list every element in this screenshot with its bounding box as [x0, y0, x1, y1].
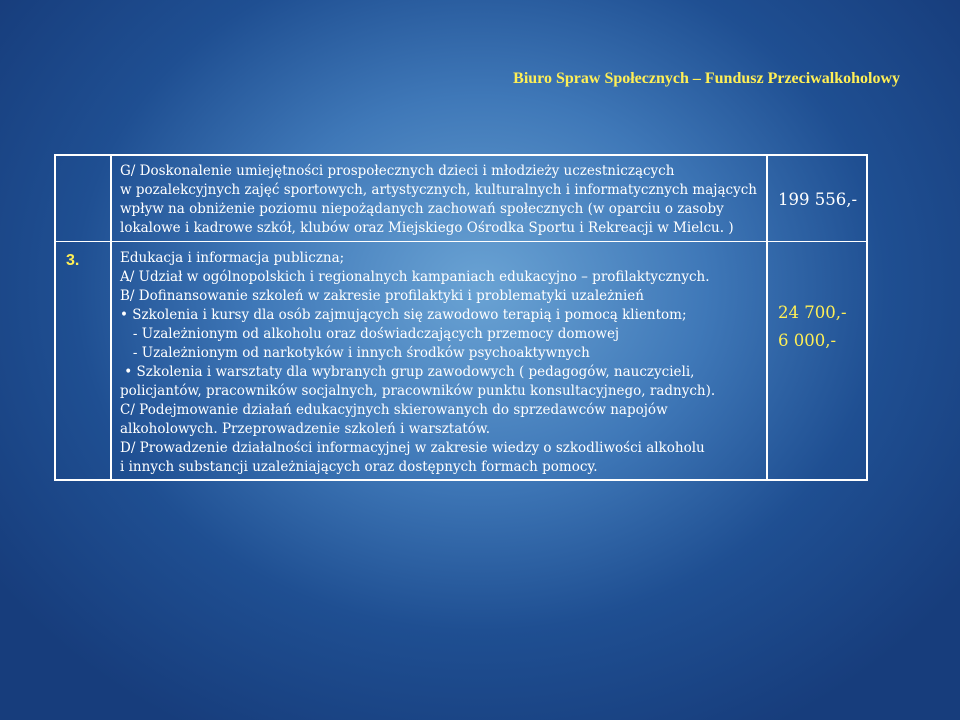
page-header-title: Biuro Spraw Społecznych – Fundusz Przeciwalkoholowy: [513, 70, 900, 87]
description-line: D/ Prowadzenie działalności informacyjnej w zakresie wiedzy o szkodliwości alkoholu: [120, 440, 705, 456]
description-line: policjantów, pracowników socjalnych, pracowników punktu konsultacyjnego, radnych).: [120, 383, 716, 399]
row-divider: [56, 241, 866, 242]
description-line: - Uzależnionym od narkotyków i innych środków psychoaktywnych: [120, 345, 590, 361]
description-line: - Uzależnionym od alkoholu oraz doświadczających przemocy domowej: [120, 326, 620, 342]
description-line: alkoholowych. Przeprowadzenie szkoleń i warsztatów.: [120, 421, 491, 437]
description-line: Edukacja i informacja publiczna;: [120, 250, 345, 266]
description-line: C/ Podejmowanie działań edukacyjnych skierowanych do sprzedawców napojów: [120, 402, 668, 418]
description-line: i innych substancji uzależniających oraz dostępnych formach pomocy.: [120, 459, 598, 475]
table-row-amount: 199 556,-: [778, 190, 858, 209]
table-row-amount: 24 700,-: [778, 303, 847, 322]
description-line: lokalowe i kadrowe szkół, klubów oraz Miejskiego Ośrodka Sportu i Rekreacji w Mielcu. ): [120, 220, 734, 236]
description-line: w pozalekcyjnych zajęć sportowych, artystycznych, kulturalnych i informatycznych mających: [120, 182, 757, 198]
table-row-number: 3.: [66, 252, 80, 269]
description-line: B/ Dofinansowanie szkoleń w zakresie profilaktyki i problematyki uzależnień: [120, 288, 644, 304]
table-row-amount: 6 000,-: [778, 331, 837, 350]
description-line: • Szkolenia i kursy dla osób zajmujących się zawodowo terapią i pomocą klientom;: [120, 307, 687, 323]
description-line: • Szkolenia i warsztaty dla wybranych grup zawodowych ( pedagogów, nauczycieli,: [120, 364, 695, 380]
column-divider-number: [110, 156, 112, 479]
table-row-description: [120, 162, 760, 238]
table-row-description: [120, 249, 760, 477]
column-divider-amount: [766, 156, 768, 479]
description-line: A/ Udział w ogólnopolskich i regionalnych kampaniach edukacyjno – profilaktycznych.: [120, 269, 710, 285]
description-line: G/ Doskonalenie umiejętności prospołecznych dzieci i młodzieży uczestniczących: [120, 163, 675, 179]
description-line: wpływ na obniżenie poziomu niepożądanych zachowań społecznych (w oparciu o zasoby: [120, 201, 724, 217]
budget-table: [54, 154, 868, 481]
